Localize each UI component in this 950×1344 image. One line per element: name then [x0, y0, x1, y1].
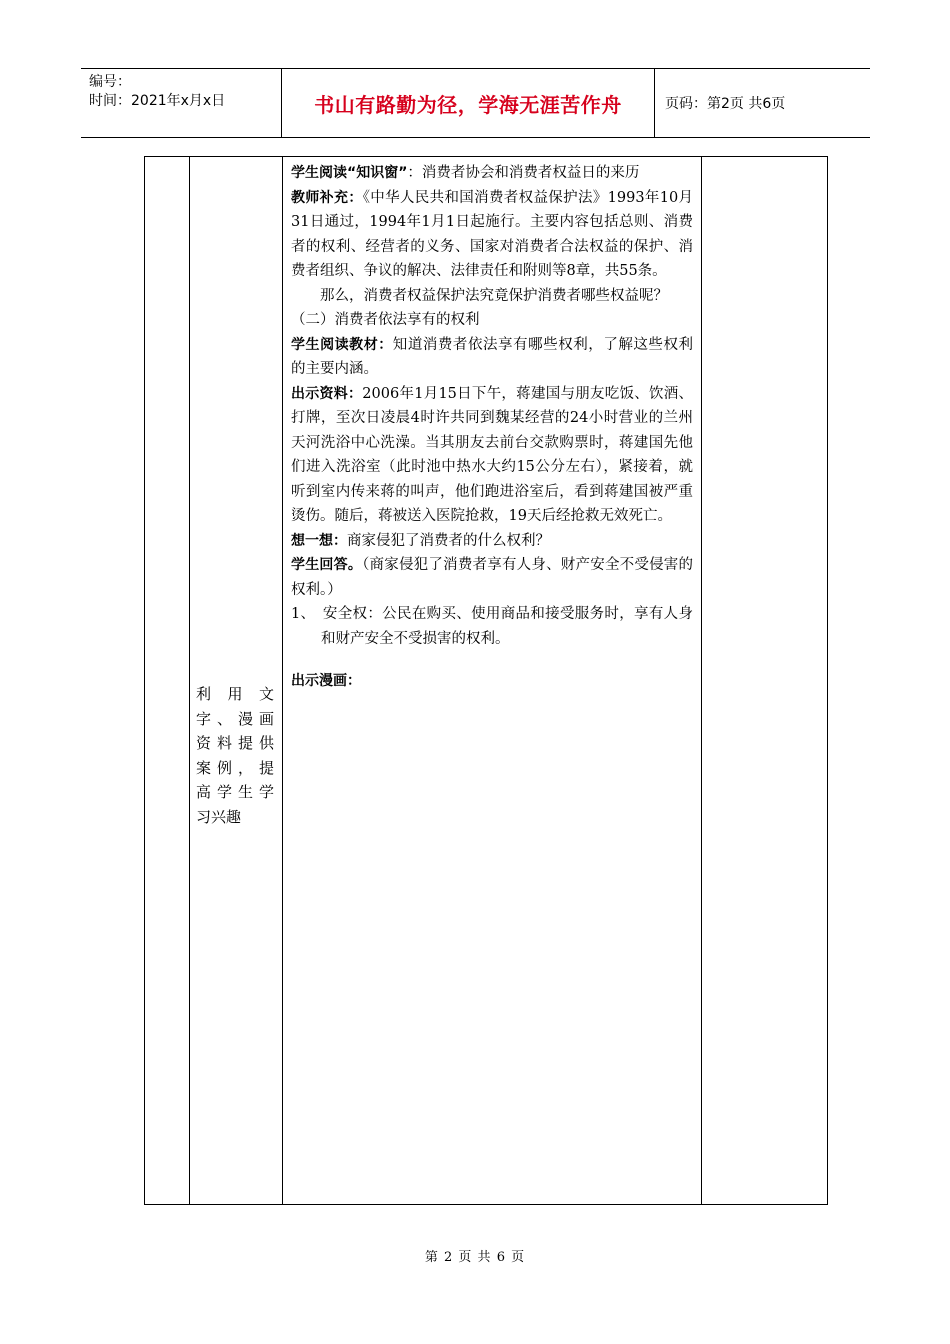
paragraph-knowledge-window [291, 161, 693, 186]
bold-lead: 出示资料： [291, 385, 363, 402]
bold-lead: 想一想： [291, 532, 347, 549]
design-intent-note [196, 682, 274, 829]
paragraph-text: ：消费者协会和消费者权益日的来历 [407, 165, 640, 181]
bold-lead: 学生回答。 [291, 557, 363, 573]
paragraph-text: （商家侵犯了消费者享有人身、财产安全不受侵害的权利。） [291, 557, 694, 598]
lesson-table [144, 156, 828, 1205]
paragraph-teacher-supplement [291, 186, 693, 284]
page-header [81, 68, 870, 138]
table-column-design-intent [190, 157, 283, 1204]
section-heading: （二）消费者依法享有的权利 [291, 312, 480, 328]
bold-lead: 学生阅读教材： [291, 336, 393, 353]
header-page-info: 页码：第2页 共6页 [665, 96, 786, 112]
paragraph-question: 那么，消费者权益保护法究竟保护消费者哪些权益呢？ [320, 287, 668, 304]
header-meta [81, 69, 281, 137]
time-label: 时间：2021年x月x日 [89, 93, 226, 109]
note-line: 利 用 文 [196, 685, 274, 703]
note-line: 高学生学 [196, 783, 274, 801]
note-line: 案例，提 [196, 758, 274, 777]
table-column-content [283, 157, 702, 1204]
paragraph-text: 2006年1月15日下午，蒋建国与朋友吃饭、饮酒、打牌，至次日凌晨4时许共同到魏某经营的24小时营业的兰州天河洗浴中心洗澡。当其朋友去前台交款购票时，蒋建国先他们进入洗浴室（此时池中热水大约15公分左右），紧接着，就听到室内传来蒋的叫声，他们跑进浴室后，看到蒋建国被严重烫伤。随后，蒋被送入医院抢救，19天后经抢救无效死亡。 [291, 385, 694, 524]
paragraph-text: 《中华人民共和国消费者权益保护法》1993年10月31日通过，1994年1月1日起施行。主要内容包括总则、消费者的权利、经营者的义务、国家对消费者合法权益的保护、消费者组织、争议的解决、法律责任和附则等8章，共55条。 [291, 189, 694, 279]
table-column-stage [145, 157, 190, 1204]
page-footer: 第 2 页 共 6 页 [424, 1250, 526, 1265]
paragraph-case-material [291, 382, 693, 529]
note-line: 字、漫画 [196, 709, 274, 728]
table-column-notes [702, 157, 827, 1204]
bold-lead: 教师补充： [291, 189, 363, 206]
paragraph-read-textbook [291, 333, 693, 382]
paragraph-student-answer [291, 553, 693, 602]
number-label: 编号： [89, 74, 131, 90]
motto-text: 书山有路勤为径，学海无涯苦作舟 [314, 92, 622, 117]
list-item-safety-right: 1、 安全权：公民在购买、使用商品和接受服务时，享有人身和财产安全不受损害的权利。 [291, 606, 693, 647]
paragraph-text: 知道消费者依法享有哪些权利，了解这些权利的主要内涵。 [291, 336, 694, 377]
paragraph-show-comic [291, 669, 693, 694]
note-line: 习兴趣 [196, 807, 242, 826]
header-motto-cell [281, 69, 655, 137]
note-line: 资料提供 [196, 734, 274, 752]
bold-lead: 学生阅读“知识窗” [291, 165, 408, 181]
paragraph-text: 商家侵犯了消费者的什么权利？ [347, 532, 550, 549]
bold-lead: 出示漫画： [291, 673, 361, 689]
paragraph-think [291, 529, 693, 554]
